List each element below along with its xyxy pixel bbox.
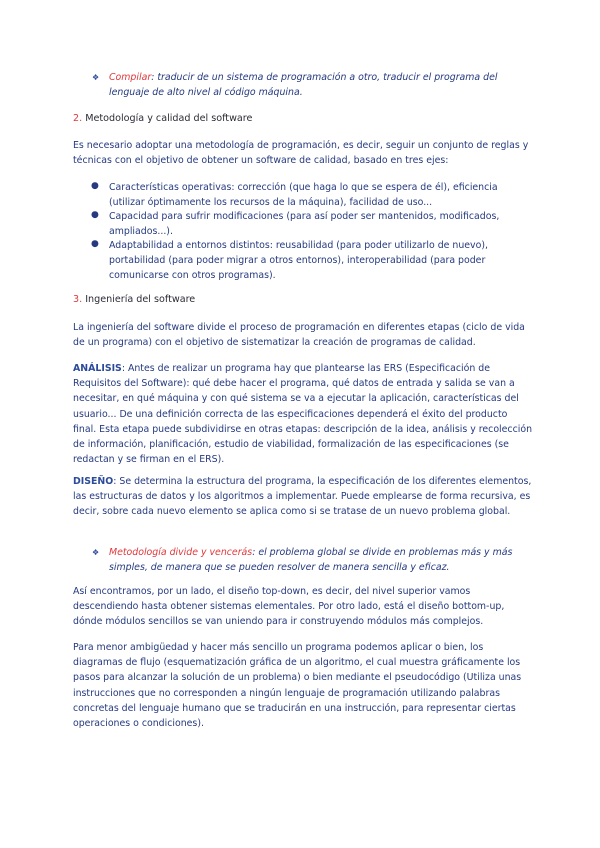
compile-text: : traducir de un sistema de programación a otro, traducir el programa del lenguaje de alto nivel al código máquina. [109, 72, 498, 99]
topdown-paragraph: Así encontramos, por un lado, el diseño top-down, es decir, del nivel superior vamos descendiendo hasta obtener sistemas elementales. Por otro lado, está el diseño bottom-up, dónde módulos sencillos se van uniendo para ir construyendo módulos más complejos. [73, 586, 505, 628]
round-bullet-icon: ● [91, 181, 99, 191]
section-3-heading [73, 294, 195, 305]
section-2-heading [73, 113, 252, 124]
diseno-text: : Se determina la estructura del programa, la especificación de los diferentes elementos, las estructuras de datos y los algoritmos a implementar. Puede emplearse de forma recursiva, es decir, sobre cada nuevo elemento se aplica como si se tratase de un nuevo problema global. [73, 476, 532, 518]
section-3-number: 3. [73, 294, 83, 305]
analisis-paragraph [73, 361, 533, 467]
section-3-title: Ingeniería del software [85, 294, 196, 305]
divide-text: : el problema global se divide en problemas más y más simples, de manera que se pueden resolver de manera sencilla y eficaz. [109, 547, 513, 574]
divide-item [109, 545, 529, 575]
divide-term: Metodología divide y vencerás [109, 547, 253, 558]
pseudocode-paragraph: Para menor ambigüedad y hacer más sencillo un programa podemos aplicar o bien, los diagramas de flujo (esquematización gráfica de un algoritmo, el cual muestra gráficamente los pasos para alcanzar la solución de un problema) o bien mediante el pseudocódigo (Utiliza unas instrucciones que no corresponden a ningún lenguaje de programación utilizando palabras concretas del lenguaje humano que se traducirán en una instrucción, para representar ciertas operaciones o condiciones). [73, 642, 522, 730]
diamond-bullet-icon: ❖ [92, 548, 100, 557]
analisis-label: ANÁLISIS [73, 363, 122, 374]
bullet-item-2: Capacidad para sufrir modificaciones (para así poder ser mantenidos, modificados, ampliados...). [109, 211, 500, 238]
section-2-number: 2. [73, 113, 83, 124]
analisis-text: : Antes de realizar un programa hay que plantearse las ERS (Especificación de Requisitos del Software): qué debe hacer el programa, qué datos de entrada y salida se van a necesitar, en qué máquina y con qué sistema se va a ejecutar la aplicación, características del usuario... De una definición correcta de las especificaciones dependerá el éxito del producto final. Esta etapa puede subdividirse en otras etapas: descripción de la idea, análisis y recolección de información, planificación, estudio de viabilidad, formalización de las especificaciones (se redactan y se firman en el ERS). [73, 363, 533, 466]
bullet-item-1: Características operativas: corrección (que haga lo que se espera de él), eficiencia (utilizar óptimamente los recursos de la máquina), facilidad de uso... [109, 182, 498, 209]
section-3-intro: La ingeniería del software divide el proceso de programación en diferentes etapas (ciclo de vida de un programa) con el objetivo de sistematizar la creación de programas de calidad. [73, 322, 525, 349]
diseno-label: DISEÑO [73, 476, 114, 487]
bullet-item-3: Adaptabilidad a entornos distintos: reusabilidad (para poder utilizarlo de nuevo), portabilidad (para poder migrar a otros entornos), interoperabilidad (para poder comunicarse con otros programas). [109, 240, 488, 282]
section-2-intro: Es necesario adoptar una metodología de programación, es decir, seguir un conjunto de reglas y técnicas con el objetivo de obtener un software de calidad, basado en tres ejes: [73, 140, 529, 167]
diseno-paragraph [73, 474, 533, 520]
section-2-title: Metodología y calidad del software [85, 113, 253, 124]
round-bullet-icon: ● [91, 210, 99, 220]
compile-item [109, 70, 529, 100]
compile-term: Compilar [109, 72, 152, 83]
diamond-bullet-icon: ❖ [92, 73, 100, 82]
round-bullet-icon: ● [91, 239, 99, 249]
